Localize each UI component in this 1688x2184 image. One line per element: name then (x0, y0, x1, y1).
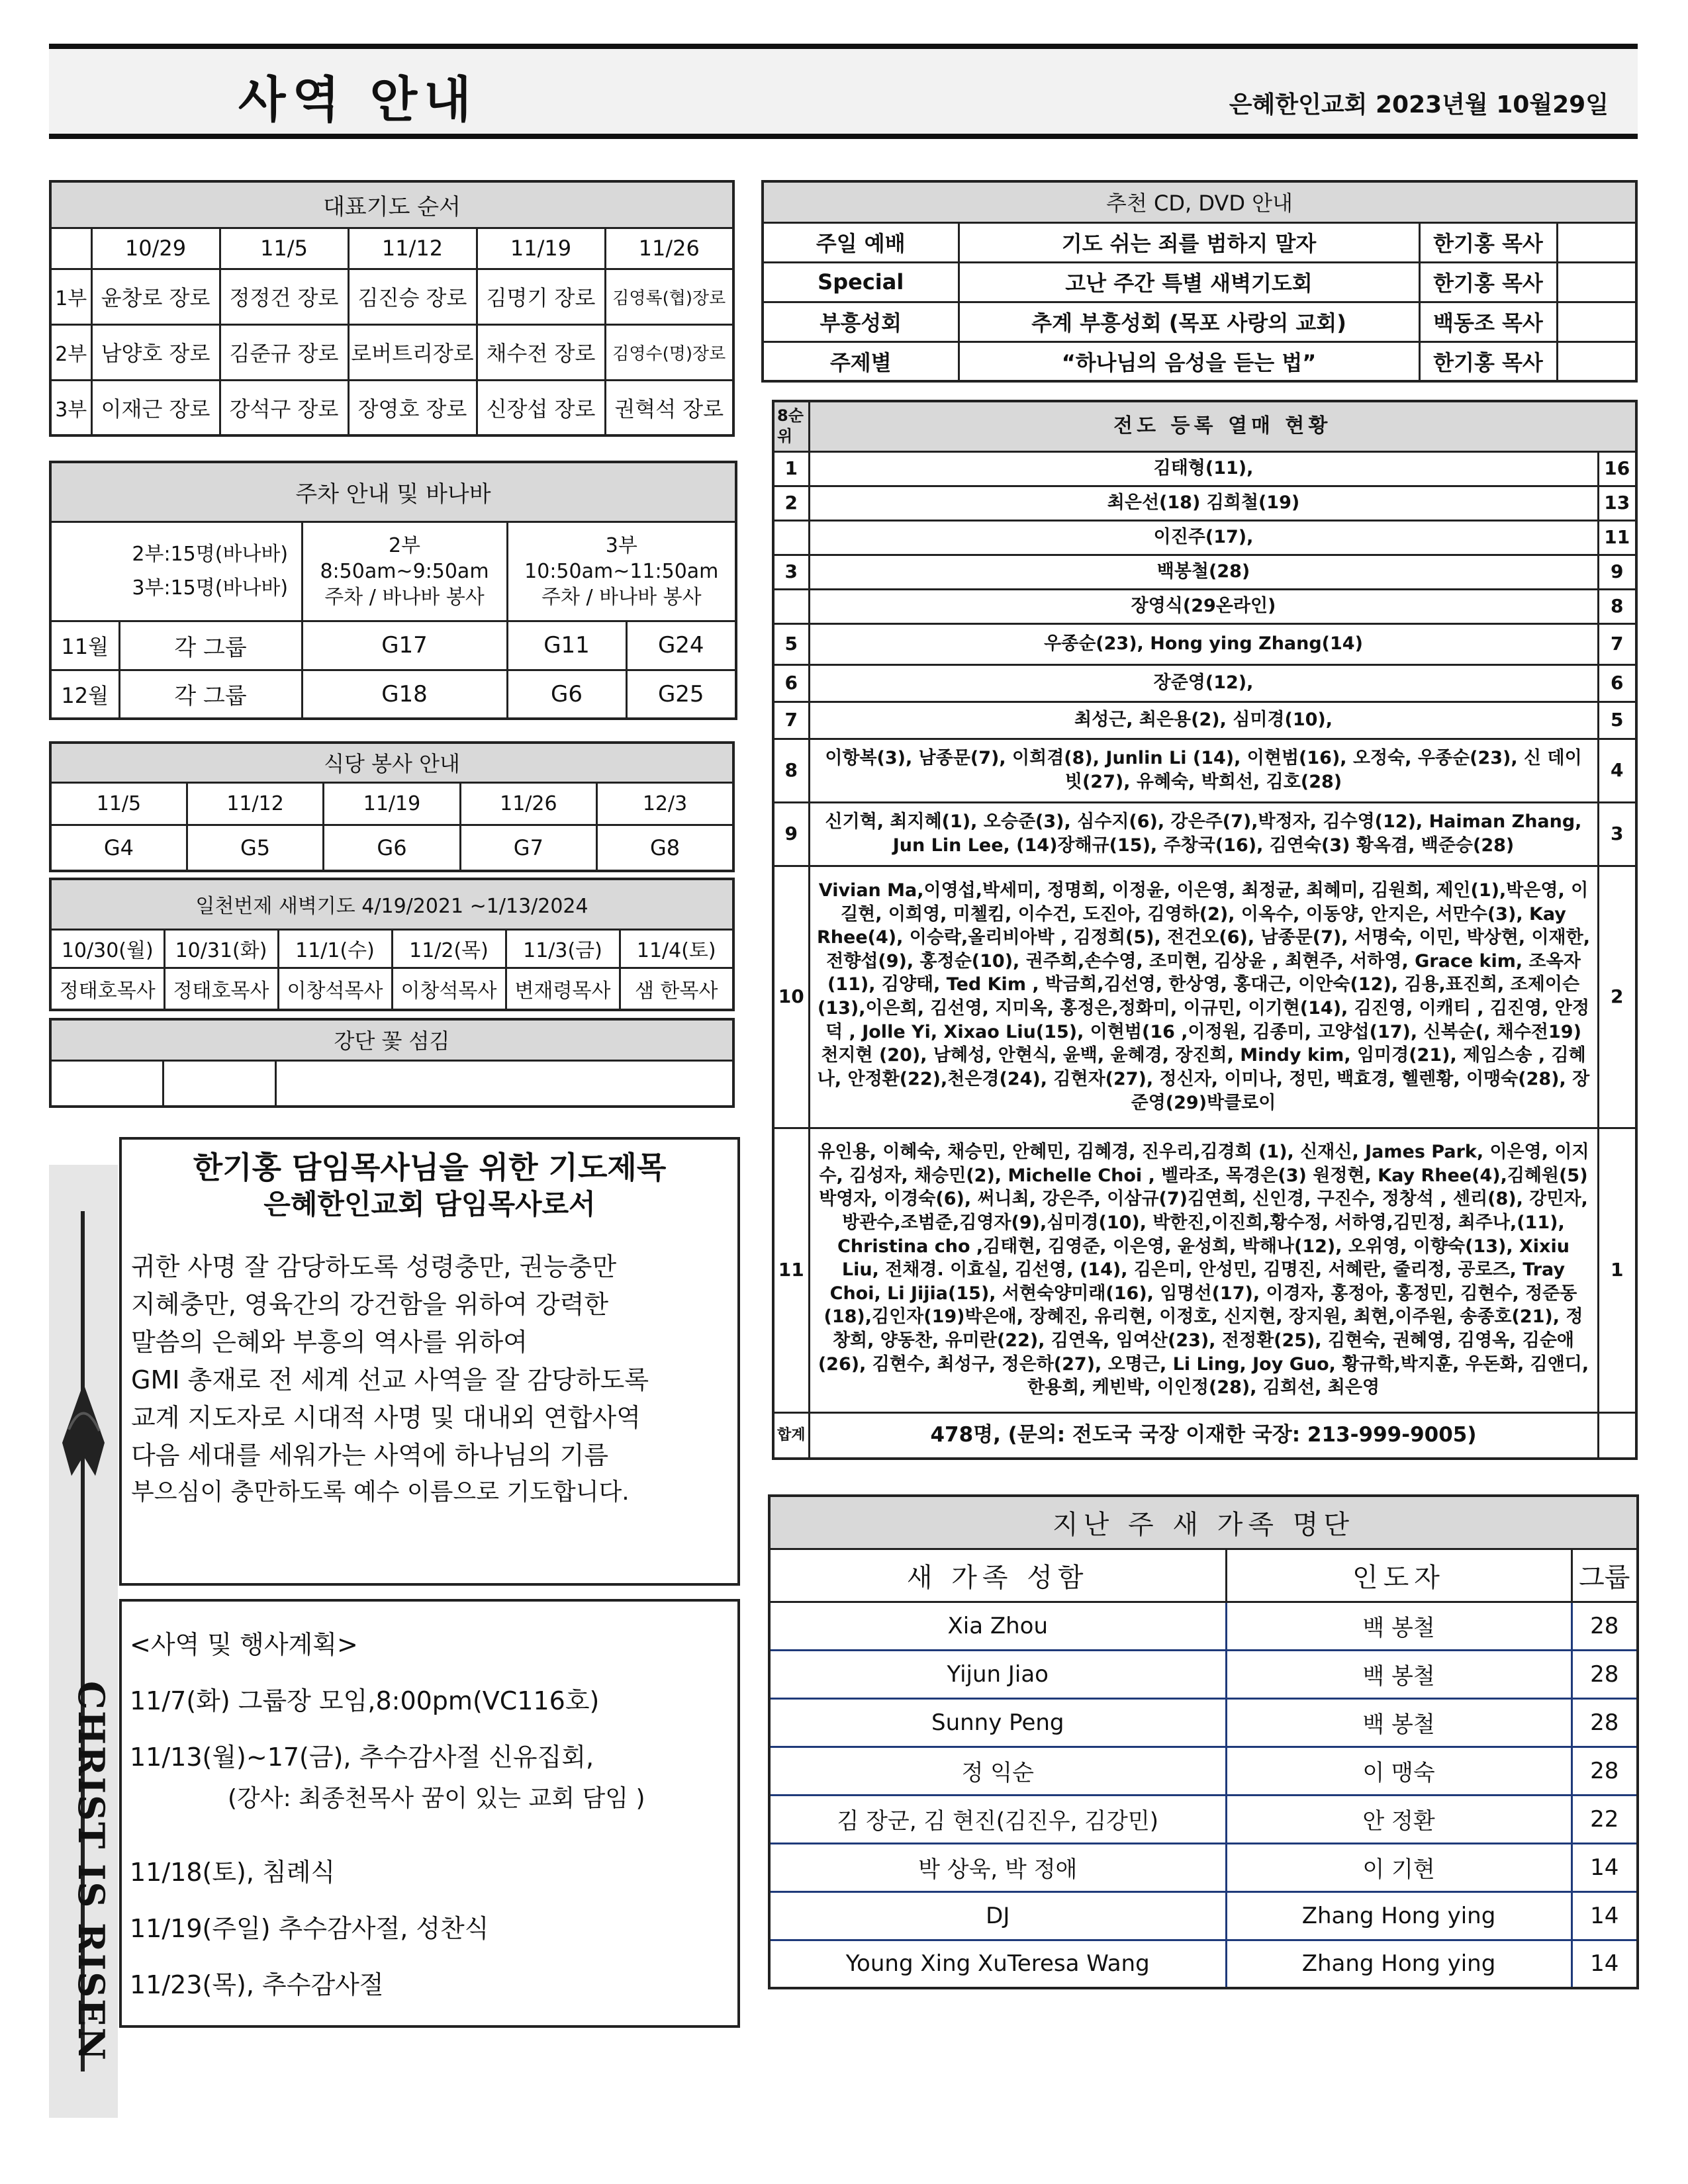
parking-assign: G11 (507, 621, 626, 670)
total-extra (1598, 1412, 1636, 1459)
cafeteria-table (49, 741, 735, 872)
cd-dvd-table (761, 180, 1638, 383)
rank: 5 (773, 623, 809, 664)
rank: 3 (773, 555, 809, 589)
prayer-elder: 권혁석 장로 (605, 380, 733, 435)
new-families-table (768, 1494, 1639, 1989)
cafeteria-group: G7 (460, 825, 596, 871)
cafeteria-group: G6 (324, 825, 460, 871)
evangelist-names: 최은선(18) 김희철(19) (809, 486, 1598, 520)
event-item: 11/18(토), 침례식 (130, 1858, 336, 1887)
total-value: 478명, (문의: 전도국 국장 이재한 국장: 213-999-9005) (809, 1412, 1598, 1459)
prayer-elder: 윤창로 장로 (91, 269, 220, 324)
evangelist-names: 최성근, 최은용(2), 심미경(10), (809, 702, 1598, 739)
event-item: 11/7(화) 그룹장 모임,8:00pm(VC116호) (130, 1686, 600, 1715)
parking-group: 각 그룹 (119, 670, 302, 719)
dawn-date: 10/30(월) (50, 929, 164, 968)
header-bottom-rule (49, 134, 1638, 139)
dawn-date: 11/4(토) (620, 929, 733, 968)
parking-month: 12월 (50, 670, 119, 719)
fruit-count: 6 (1598, 664, 1636, 702)
family-leader: 백 봉철 (1226, 1698, 1571, 1747)
banner-text: CHRIST IS RISEN (70, 1681, 113, 2062)
family-group: 28 (1571, 1650, 1638, 1698)
cd-title: “하나님의 음성을 듣는 법” (959, 341, 1419, 381)
rank (773, 589, 809, 623)
family-leader: 이 맹숙 (1226, 1747, 1571, 1795)
prayer-line: 말씀의 은혜와 부흥의 역사를 위하여 (131, 1328, 528, 1357)
rank-header: 8순위 (773, 401, 809, 451)
evangelist-names: 신기혁, 최지혜(1), 오승준(3), 심수지(6), 강은주(7),박정자, 김수영(12), Haiman Zhang, Jun Lin Lee, (14)장해규(15), 주창국(16), 김연숙(3) 황옥겸, 백준승(28) (809, 802, 1598, 866)
cd-extra (1557, 262, 1636, 302)
service-role: 주차 / 바나바 봉사 (541, 585, 702, 609)
family-leader: Zhang Hong ying (1226, 1940, 1571, 1988)
parking-title: 주차 안내 및 바나바 (50, 462, 736, 522)
parking-assign: G6 (507, 670, 626, 719)
flowers-title: 강단 꽃 섬김 (50, 1019, 733, 1060)
family-name: Xia Zhou (769, 1602, 1226, 1650)
evangelist-names: 장준영(12), (809, 664, 1598, 702)
event-item: (강사: 최종천목사 꿈이 있는 교회 담임 ) (228, 1785, 645, 1812)
service-time: 10:50am~11:50am (524, 559, 719, 583)
parking-blank (50, 522, 119, 621)
pastor-prayer-box (119, 1137, 740, 1586)
prayer-elder: 장영호 장로 (348, 380, 477, 435)
rank: 8 (773, 739, 809, 802)
cd-extra (1557, 302, 1636, 341)
cd-category: 주제별 (763, 341, 959, 381)
family-group: 14 (1571, 1940, 1638, 1988)
prayer-elder: 김영록(협)장로 (605, 269, 733, 324)
evangelist-names: 이진주(17), (809, 520, 1598, 555)
family-name: Yijun Jiao (769, 1650, 1226, 1698)
prayer-date: 11/12 (348, 228, 477, 269)
family-group: 28 (1571, 1602, 1638, 1650)
cd-title: 고난 주간 특별 새벽기도회 (959, 262, 1419, 302)
family-leader: 백 봉철 (1226, 1650, 1571, 1698)
prayer-date: 11/19 (477, 228, 605, 269)
fruit-count: 8 (1598, 589, 1636, 623)
event-item: 11/19(주일) 추수감사절, 성찬식 (130, 1914, 489, 1943)
parking-info-line: 3부:15명(바나바) (132, 576, 289, 600)
cd-speaker: 한기홍 목사 (1419, 341, 1557, 381)
dawn-pastor: 이창석목사 (278, 968, 392, 1010)
family-name: 박 상욱, 박 정애 (769, 1843, 1226, 1891)
parking-assign: G24 (626, 621, 736, 670)
dawn-date: 11/2(목) (392, 929, 506, 968)
col-header-group: 그룹 (1571, 1549, 1638, 1602)
family-name: 김 장군, 김 현진(김진우, 김강민) (769, 1795, 1226, 1843)
prayer-elder: 채수전 장로 (477, 324, 605, 380)
prayer-line: 다음 세대를 세워가는 사역에 하나님의 기름 (131, 1441, 609, 1470)
service-label: 3부 (50, 380, 91, 435)
prayer-elder: 강석구 장로 (220, 380, 348, 435)
family-leader: 안 정환 (1226, 1795, 1571, 1843)
cafeteria-group: G8 (597, 825, 733, 871)
parking-group: 각 그룹 (119, 621, 302, 670)
fruit-count: 1 (1598, 1128, 1636, 1412)
col-header-name: 새 가족 성함 (769, 1549, 1226, 1602)
evangelist-names: Vivian Ma,이영섭,박세미, 정명희, 이정윤, 이은영, 최정균, 최혜미, 김원희, 제인(1),박은영, 이길현, 이희영, 미첼킴, 이수건, 도진아, 김영하(2), 이옥수, 이동양, 안지은, 서만수(3), Kay Rhee(4), 이승락,올리비아박 , 김정희(5), 전건오(6), 남종문(7), 서명숙, 이민, 박상현, 이재한, 전향섭(9), 홍정순(10), 권주희,손수영, 조미현, 김상윤 , 최현주, 서하영, Grace kim, 조옥자 (11), 김양태, Ted Kim , 박금희,김선영, 한상영, 홍대근, 이안숙(12), 김용,표진희, 조제이슨(13),이은희, 김선영, 지미옥, 홍정은,정화미, 이규민, 이기현(14), 김진영, 이캐티 , 김진영, 안정덕 , Jolle Yi, Xixao Liu(15), 이현범(16 ,이정원, 김종미, 고양섭(17), 신복순(, 채수전19) 천지현 (20), 남혜성, 안현식, 윤백, 윤혜경, 장진희, Mindy kim, 임미경(21), 제임스송 , 김혜나, 안정환(22),천은경(24), 김현자(27), 정신자, 이미나, 정민, 백효경, 헬렌황, 이맹숙(28), 장준영(29)박클로이 (809, 866, 1598, 1128)
church-date: 은혜한인교회 2023년월 10월29일 (1229, 91, 1609, 118)
parking-table (49, 461, 737, 720)
cd-speaker: 한기홍 목사 (1419, 222, 1557, 262)
cafeteria-date: 12/3 (597, 782, 733, 825)
event-item: 11/13(월)~17(금), 추수감사절 신유집회, (130, 1743, 594, 1772)
prayer-elder: 로버트리장로 (348, 324, 477, 380)
prayer-elder: 이재근 장로 (91, 380, 220, 435)
family-group: 22 (1571, 1795, 1638, 1843)
cd-extra (1557, 222, 1636, 262)
rank: 1 (773, 451, 809, 486)
service-name: 3부 (605, 533, 637, 557)
prayer-elder: 김명기 장로 (477, 269, 605, 324)
fruit-count: 4 (1598, 739, 1636, 802)
family-leader: 백 봉철 (1226, 1602, 1571, 1650)
header-top-rule (49, 44, 1638, 49)
parking-info-line: 2부:15명(바나바) (132, 543, 289, 566)
service-role: 주차 / 바나바 봉사 (324, 585, 485, 609)
family-group: 28 (1571, 1698, 1638, 1747)
cd-extra (1557, 341, 1636, 381)
christ-is-risen-banner (49, 1165, 118, 2118)
dawn-pastor: 정태호목사 (50, 968, 164, 1010)
rank: 9 (773, 802, 809, 866)
total-label: 합계 (773, 1412, 809, 1459)
cafeteria-group: G5 (187, 825, 323, 871)
col-header-leader: 인도자 (1226, 1549, 1571, 1602)
prayer-elder: 남양호 장로 (91, 324, 220, 380)
parking-month: 11월 (50, 621, 119, 670)
cd-category: Special (763, 262, 959, 302)
prayer-elder: 정정건 장로 (220, 269, 348, 324)
family-group: 14 (1571, 1843, 1638, 1891)
prayer-elder: 김준규 장로 (220, 324, 348, 380)
rank: 6 (773, 664, 809, 702)
rank: 10 (773, 866, 809, 1128)
family-group: 14 (1571, 1891, 1638, 1940)
evangelist-names: 김태형(11), (809, 451, 1598, 486)
parking-assign: G17 (302, 621, 507, 670)
family-name: 정 익순 (769, 1747, 1226, 1795)
service-label: 1부 (50, 269, 91, 324)
fruit-count: 11 (1598, 520, 1636, 555)
cd-category: 주일 예배 (763, 222, 959, 262)
prayer-order-title: 대표기도 순서 (50, 181, 733, 228)
flowers-cell (50, 1060, 163, 1107)
dawn-pastor: 이창석목사 (392, 968, 506, 1010)
cafeteria-date: 11/5 (50, 782, 187, 825)
evangelism-table (772, 400, 1638, 1460)
prayer-elder: 신장섭 장로 (477, 380, 605, 435)
prayer-order-corner (50, 228, 91, 269)
evangelist-names: 장영식(29온라인) (809, 589, 1598, 623)
dawn-date: 11/1(수) (278, 929, 392, 968)
family-group: 28 (1571, 1747, 1638, 1795)
service-name: 2부 (388, 533, 421, 557)
prayer-line: 교계 지도자로 시대적 사명 및 대내외 연합사역 (131, 1403, 641, 1432)
rank: 7 (773, 702, 809, 739)
fruit-count: 16 (1598, 451, 1636, 486)
fruit-count: 3 (1598, 802, 1636, 866)
rank: 2 (773, 486, 809, 520)
fruit-count: 5 (1598, 702, 1636, 739)
cafeteria-date: 11/26 (460, 782, 596, 825)
events-box (119, 1599, 740, 2028)
dawn-prayer-title: 일천번제 새벽기도 4/19/2021 ~1/13/2024 (50, 879, 733, 929)
parking-volunteer-counts (119, 522, 302, 621)
dawn-pastor: 샘 한목사 (620, 968, 733, 1010)
prayer-elder: 김진승 장로 (348, 269, 477, 324)
dawn-date: 11/3(금) (506, 929, 620, 968)
cd-title: 기도 쉬는 죄를 범하지 말자 (959, 222, 1419, 262)
fruit-count: 7 (1598, 623, 1636, 664)
family-leader: 이 기현 (1226, 1843, 1571, 1891)
dawn-pastor: 정태호목사 (164, 968, 278, 1010)
parking-assign: G25 (626, 670, 736, 719)
cafeteria-title: 식당 봉사 안내 (50, 743, 733, 782)
flowers-cell (275, 1060, 733, 1107)
service-time: 8:50am~9:50am (320, 559, 489, 583)
prayer-date: 11/5 (220, 228, 348, 269)
parking-assign: G18 (302, 670, 507, 719)
cafeteria-group: G4 (50, 825, 187, 871)
cd-speaker: 백동조 목사 (1419, 302, 1557, 341)
cd-dvd-title: 추천 CD, DVD 안내 (763, 181, 1636, 222)
evangelist-names: 유인용, 이혜숙, 채승민, 안혜민, 김혜경, 진우리,김경희 (1), 신재신, James Park, 이은영, 이지수, 김성자, 채승민(2), Michelle Choi , 벨라조, 목경은(3) 원정현, Kay Rhee(4),김혜원(5)박영자, 이경숙(6), 써니최, 강은주, 이삼규(7)김연희, 신인경, 구진수, 정창석 , 센리(8), 강민자, 방관수,조범준,김영자(9),심미경(10), 박한진,이진희,황수정, 서하영,김민정, 최주나,(11), Christina cho ,김태현, 김영준, 이은영, 윤성희, 박해나(12), 오위영, 이향숙(13), Xixiu Liu, 전채경. 이효실, 김선영, (14), 김은미, 안성민, 김명진, 서혜란, 줄리정, 공로즈, Tray Choi, Li Jijia(15), 서현숙양미래(16), 임명선(17), 이경자, 홍정아, 홍정민, 김현수, 정준동(18),김인자(19)박은애, 장혜진, 유리현, 이정호, 신지현, 장지원, 최현,이주원, 송종호(21), 정창희, 양동찬, 유미란(22), 김연옥, 임여산(23), 전정환(25), 김현숙, 권혜영, 김영옥, 김순애(26), 김현수, 최성구, 정은하(27), 오명근, Li Ling, Joy Guo, 황규학,박지훈, 우돈화, 김앤디, 한용희, 케빈박, 이인정(28), 김희선, 최은영 (809, 1128, 1598, 1412)
fruit-count: 9 (1598, 555, 1636, 589)
new-families-title: 지난 주 새 가족 명단 (769, 1496, 1638, 1549)
prayer-line: 귀한 사명 잘 감당하도록 성령충만, 권능충만 (131, 1252, 617, 1281)
prayer-order-table (49, 180, 735, 437)
prayer-elder: 김영수(명)장로 (605, 324, 733, 380)
events-title: <사역 및 행사계획> (130, 1630, 358, 1659)
flowers-cell (163, 1060, 275, 1107)
third-service-info (507, 522, 736, 621)
prayer-line: 지혜충만, 영육간의 강건함을 위하여 강력한 (131, 1290, 609, 1319)
cd-category: 부흥성회 (763, 302, 959, 341)
prayer-line: 부으심이 충만하도록 예수 이름으로 기도합니다. (131, 1479, 630, 1506)
evangelist-names: 우종순(23), Hong ying Zhang(14) (809, 623, 1598, 664)
prayer-date: 11/26 (605, 228, 733, 269)
prayer-date: 10/29 (91, 228, 220, 269)
cafeteria-date: 11/19 (324, 782, 460, 825)
pastor-prayer-title: 한기홍 담임목사님을 위한 기도제목 (193, 1150, 667, 1185)
cd-title: 추계 부흥성회 (목포 사랑의 교회) (959, 302, 1419, 341)
dawn-pastor: 변재령목사 (506, 968, 620, 1010)
page-title: 사역 안내 (238, 71, 478, 128)
evangelist-names: 이항복(3), 남종문(7), 이희겸(8), Junlin Li (14), 이현범(16), 오정숙, 우종순(23), 신 데이빗(27), 유혜숙, 박희선, 김호(28) (809, 739, 1598, 802)
flowers-table (49, 1018, 735, 1108)
cafeteria-date: 11/12 (187, 782, 323, 825)
evangelism-title: 전도 등록 열매 현황 (809, 401, 1636, 451)
dawn-date: 10/31(화) (164, 929, 278, 968)
family-name: Sunny Peng (769, 1698, 1226, 1747)
service-label: 2부 (50, 324, 91, 380)
family-name: DJ (769, 1891, 1226, 1940)
dawn-prayer-table (49, 878, 735, 1011)
family-leader: Zhang Hong ying (1226, 1891, 1571, 1940)
evangelist-names: 백봉철(28) (809, 555, 1598, 589)
family-name: Young Xing XuTeresa Wang (769, 1940, 1226, 1988)
fruit-count: 2 (1598, 866, 1636, 1128)
prayer-line: GMI 총재로 전 세계 선교 사역을 잘 감당하도록 (131, 1365, 649, 1394)
rank (773, 520, 809, 555)
cd-speaker: 한기홍 목사 (1419, 262, 1557, 302)
fruit-count: 13 (1598, 486, 1636, 520)
rank: 11 (773, 1128, 809, 1412)
pastor-prayer-subtitle: 은혜한인교회 담임목사로서 (263, 1187, 596, 1220)
second-service-info (302, 522, 507, 621)
event-item: 11/23(목), 추수감사절 (130, 1970, 384, 1999)
